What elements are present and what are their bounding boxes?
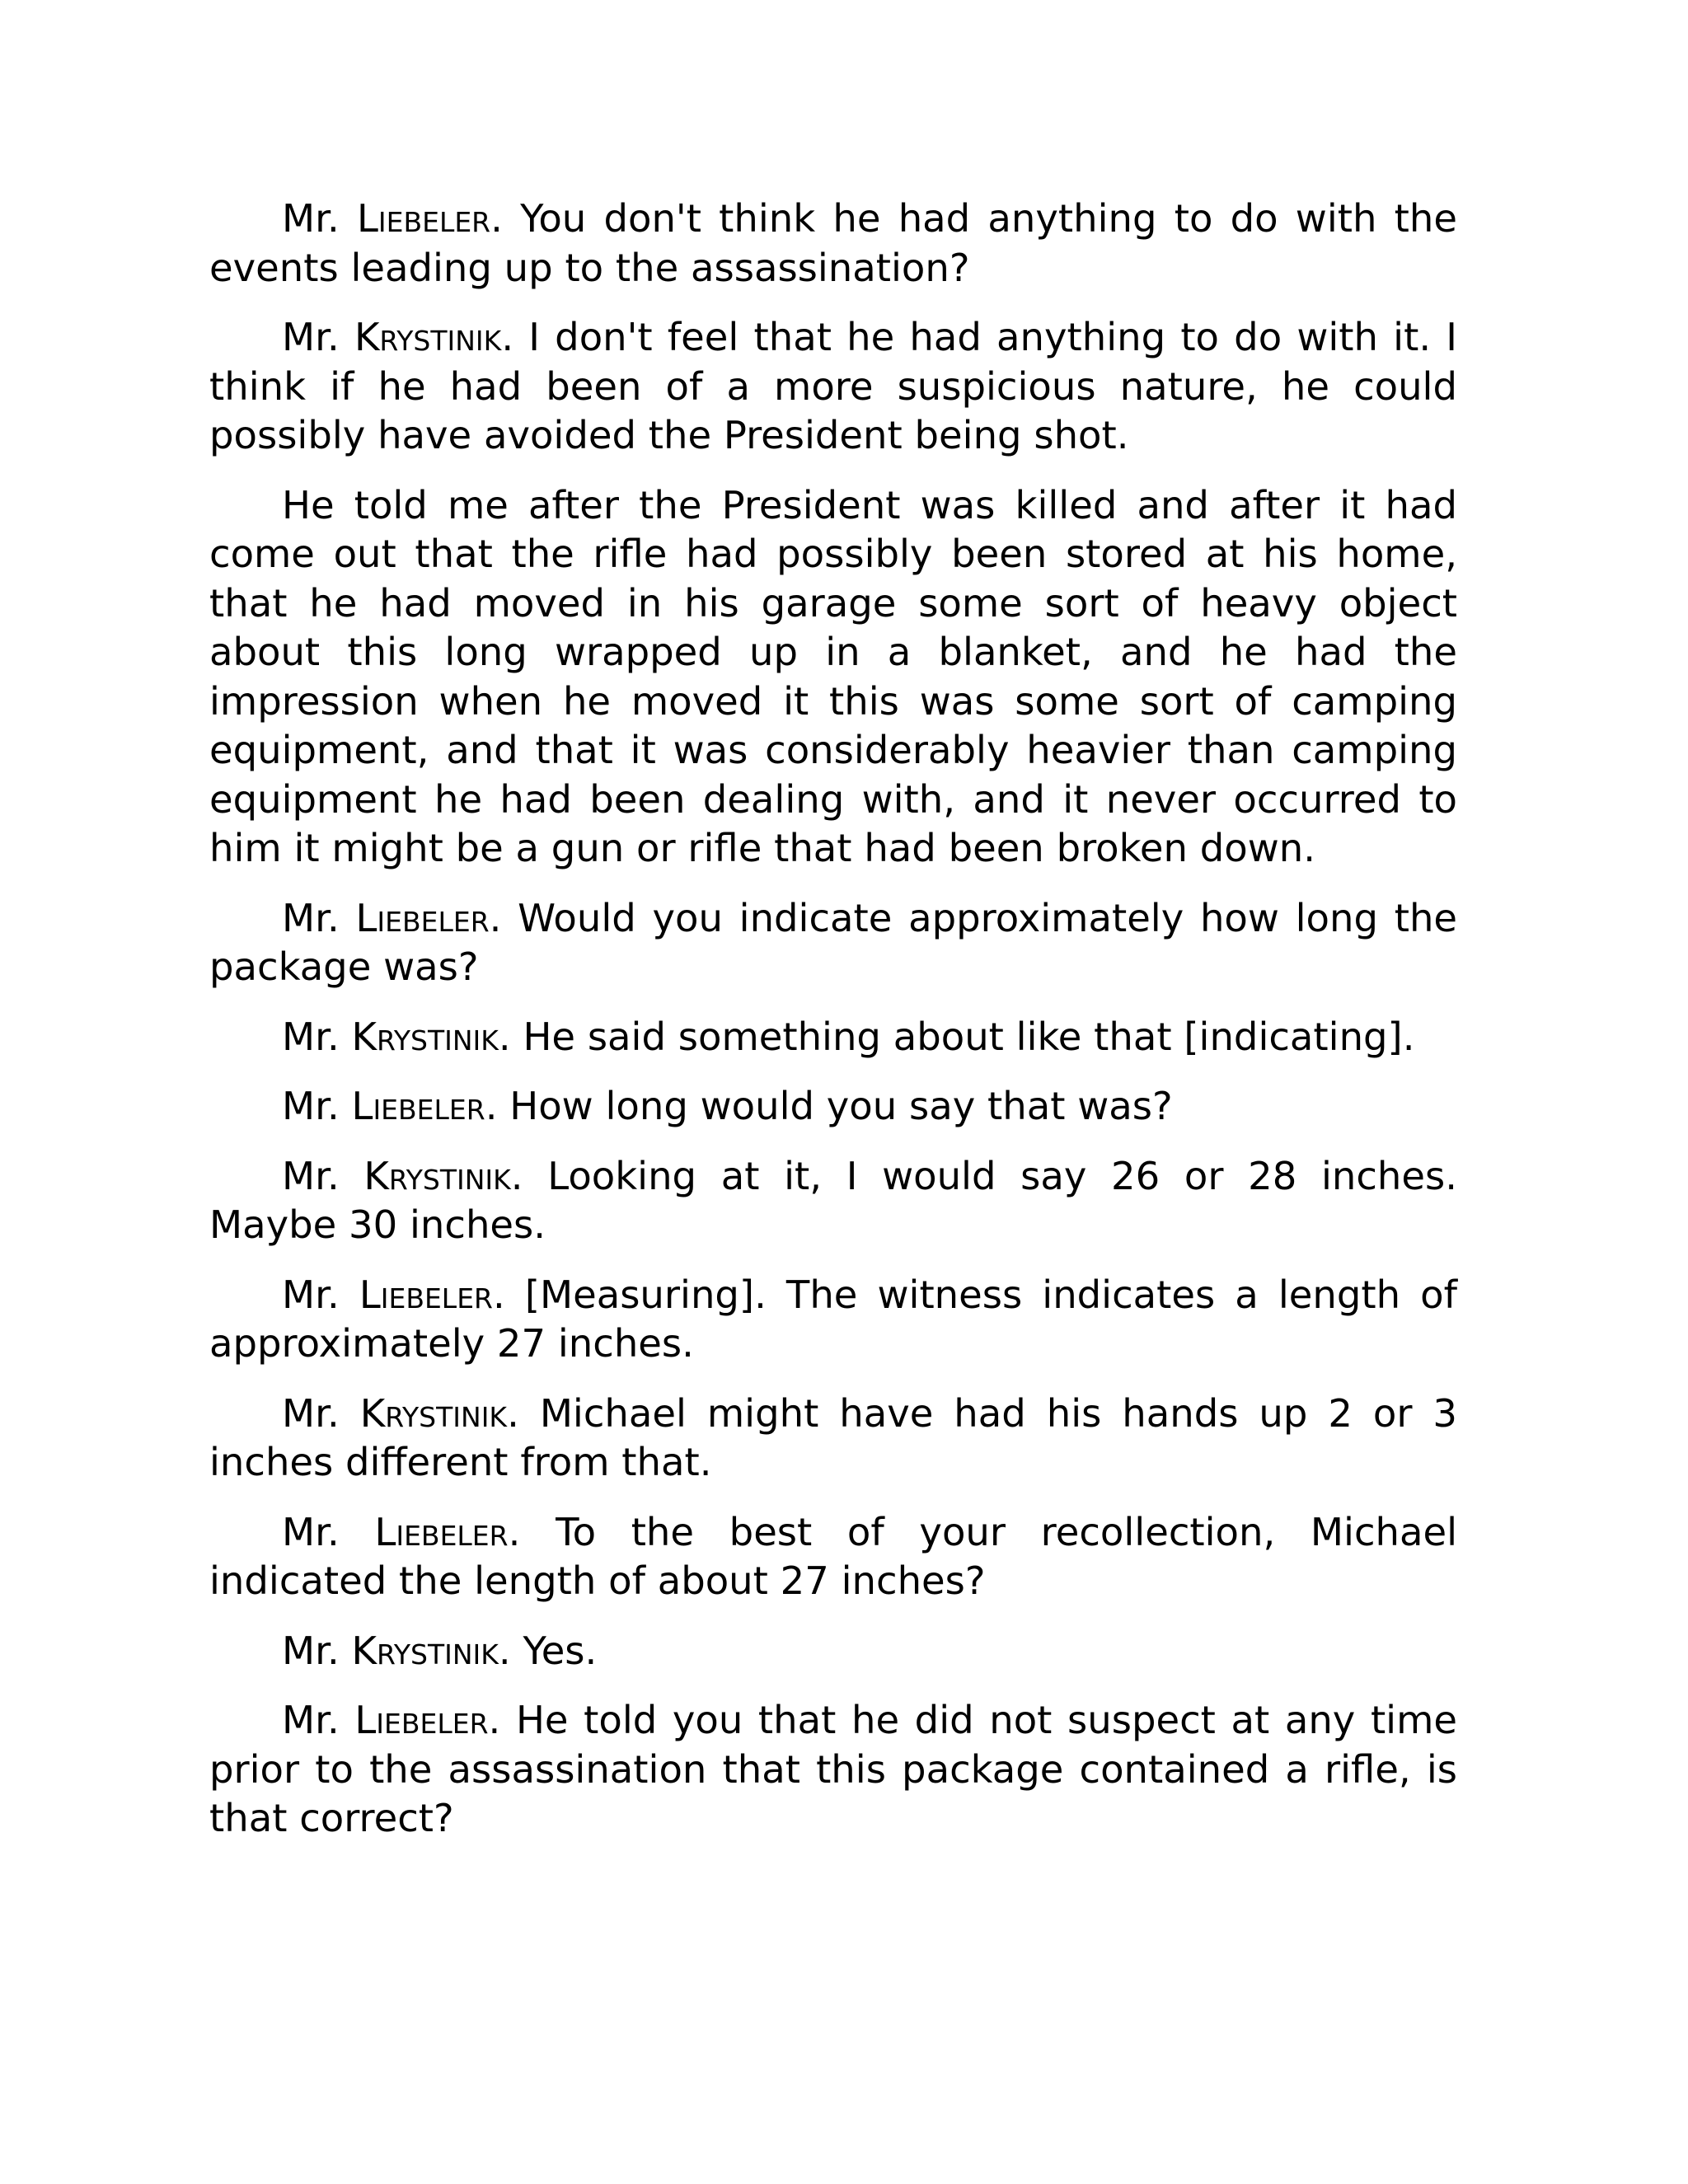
speaker-prefix: Mr. bbox=[282, 1014, 340, 1059]
speaker-prefix: Mr. bbox=[282, 1272, 340, 1317]
transcript-paragraph: Mr. Liebeler. How long would you say that was? bbox=[282, 1084, 1173, 1128]
speaker-name: Liebeler bbox=[351, 1084, 485, 1128]
speaker-prefix: Mr. bbox=[282, 315, 340, 359]
speaker-name: Liebeler bbox=[359, 1272, 493, 1317]
speaker-name: Krystinik bbox=[351, 1628, 499, 1673]
speaker-prefix: Mr. bbox=[282, 895, 340, 940]
paragraph-text: He told you that he did not suspect at any time prior to the assassination that this package contained a rifle, is that correct? bbox=[209, 1698, 1458, 1840]
transcript-paragraph: Mr. Krystinik. Yes. bbox=[282, 1628, 598, 1673]
paragraph-text: I don't feel that he had anything to do with it. I think if he had been of a more suspicious nature, he could possibly have avoided the President being shot. bbox=[209, 315, 1457, 457]
speaker-name: Liebeler bbox=[374, 1509, 509, 1554]
paragraph-text: How long would you say that was? bbox=[509, 1084, 1173, 1128]
speaker-prefix: Mr. bbox=[282, 1390, 340, 1436]
transcript-paragraph: Mr. Krystinik. He said something about like that [indicating]. bbox=[282, 1014, 1415, 1059]
paragraph-text: He told me after the President was killed and after it had come out that the rifle had possibly been stored at his home, that he had moved in his garage some sort of heavy object about this long wrapped up in a blanket, and he had the impression when he moved it this was some sort of camping equipment, and that it was considerably heavier than camping equipment he had been dealing with, and it never occurred to him it might be a gun or rifle that had been broken down. bbox=[209, 482, 1457, 870]
paragraph-text: Would you indicate approximately how long the package was? bbox=[209, 895, 1458, 989]
speaker-name: Liebeler bbox=[355, 895, 490, 940]
transcript-paragraph: Mr. Liebeler. [Measuring]. The witness indicates a length of approximately 27 inches. bbox=[209, 1272, 1457, 1366]
speaker-prefix: Mr. bbox=[282, 1084, 340, 1128]
speaker-prefix: Mr. bbox=[282, 1509, 340, 1554]
transcript-paragraph: Mr. Liebeler. Would you indicate approximately how long the package was? bbox=[209, 895, 1458, 989]
paragraph-text: He said something about like that [indicating]. bbox=[523, 1014, 1415, 1059]
paragraph-text: [Measuring]. The witness indicates a length of approximately 27 inches. bbox=[209, 1272, 1457, 1366]
transcript-page bbox=[209, 194, 1457, 1864]
speaker-prefix: Mr. bbox=[282, 1153, 340, 1198]
speaker-name: Krystinik bbox=[359, 1390, 508, 1436]
speaker-prefix: Mr. bbox=[282, 1628, 340, 1673]
speaker-name: Liebeler bbox=[354, 1698, 489, 1742]
speaker-name: Liebeler bbox=[356, 196, 491, 241]
transcript-paragraph: Mr. Liebeler. He told you that he did not suspect at any time prior to the assassination that this package contained a rifle, is that correct? bbox=[209, 1698, 1458, 1840]
speaker-prefix: Mr. bbox=[282, 196, 340, 241]
paragraph-text: Yes. bbox=[523, 1628, 598, 1673]
transcript-paragraph: Mr. Liebeler. To the best of your recollection, Michael indicated the length of about 27 inches? bbox=[209, 1509, 1458, 1603]
paragraph-text: Michael might have had his hands up 2 or 3 inches different from that. bbox=[209, 1390, 1457, 1484]
speaker-name: Krystinik bbox=[354, 315, 502, 359]
transcript-paragraph bbox=[209, 481, 1457, 874]
transcript-paragraph: Mr. Krystinik. Michael might have had his hands up 2 or 3 inches different from that. bbox=[209, 1390, 1457, 1484]
paragraph-text: Looking at it, I would say 26 or 28 inches. Maybe 30 inches. bbox=[209, 1153, 1458, 1247]
transcript-paragraph: Mr. Krystinik. Looking at it, I would say 26 or 28 inches. Maybe 30 inches. bbox=[209, 1153, 1458, 1247]
transcript-paragraph: Mr. Krystinik. I don't feel that he had anything to do with it. I think if he had been of a more suspicious nature, he could possibly have avoided the President being shot. bbox=[209, 315, 1457, 457]
speaker-name: Krystinik bbox=[363, 1153, 511, 1198]
transcript-paragraph: Mr. Liebeler. You don't think he had anything to do with the events leading up to the assassination? bbox=[209, 196, 1457, 290]
speaker-name: Krystinik bbox=[351, 1014, 499, 1059]
paragraph-text: You don't think he had anything to do with the events leading up to the assassination? bbox=[209, 196, 1457, 290]
paragraph-text: To the best of your recollection, Michael indicated the length of about 27 inches? bbox=[209, 1509, 1458, 1603]
speaker-prefix: Mr. bbox=[282, 1698, 340, 1742]
